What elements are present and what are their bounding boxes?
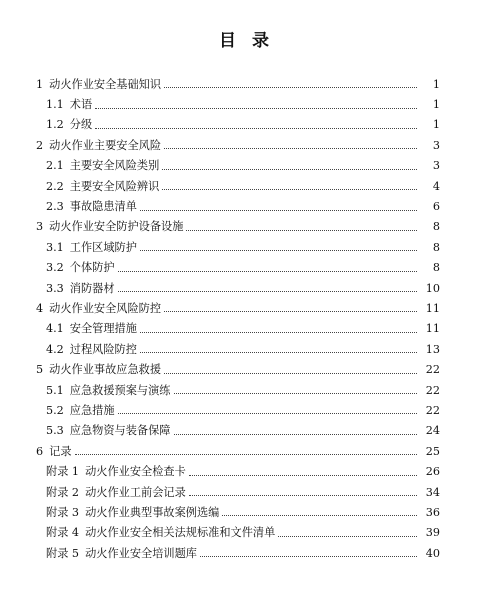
toc-page-number: 11 (425, 301, 440, 315)
toc-entry[interactable] (0, 94, 493, 114)
toc-entry-number: 5.1 (46, 383, 64, 397)
toc-entry[interactable] (0, 115, 493, 135)
toc-dot-leader (164, 302, 417, 312)
toc-page-number: 3 (432, 159, 440, 173)
toc-entry[interactable] (0, 319, 493, 339)
toc-entry-number: 2 (36, 138, 44, 152)
toc-entry-title: 动火作业安全相关法规标准和文件清单 (85, 526, 276, 540)
toc-entry-number: 2.1 (46, 159, 64, 173)
toc-entry[interactable] (0, 135, 493, 155)
toc-entry-number: 3 (36, 220, 44, 234)
toc-entry-number: 4.1 (46, 322, 64, 336)
toc-entry-number: 4.2 (46, 342, 64, 356)
toc-dot-leader (278, 527, 417, 537)
toc-entry-title: 动火作业安全培训题库 (85, 546, 197, 560)
toc-dot-leader (174, 425, 418, 435)
toc-entry[interactable] (0, 217, 493, 237)
toc-entry-number: 1 (36, 77, 44, 91)
toc-entry-number: 3.3 (46, 281, 64, 295)
toc-dot-leader (140, 343, 417, 353)
toc-entry-number: 附录 4 (46, 526, 80, 540)
toc-page-number: 22 (425, 383, 440, 397)
toc-entry[interactable] (0, 461, 493, 481)
toc-entry-number: 3.2 (46, 261, 64, 275)
toc-entry-number: 附录 3 (46, 505, 80, 519)
toc-entry-title: 应急救援预案与演练 (69, 383, 171, 397)
toc-dot-leader (162, 160, 417, 170)
toc-entry-title: 消防器材 (69, 281, 115, 295)
toc-entry[interactable] (0, 441, 493, 461)
toc-page-number: 34 (425, 485, 440, 499)
toc-dot-leader (140, 241, 417, 251)
toc-entry-number: 2.3 (46, 200, 64, 214)
toc-entry-number: 3.1 (46, 240, 64, 254)
table-of-contents (0, 74, 493, 563)
toc-dot-leader (118, 404, 417, 414)
toc-page-number: 1 (432, 77, 440, 91)
toc-dot-leader (95, 119, 417, 129)
toc-page-number: 3 (432, 138, 440, 152)
toc-entry-title: 工作区域防护 (69, 240, 137, 254)
toc-page-number: 26 (425, 465, 440, 479)
toc-entry-title: 过程风险防控 (69, 342, 137, 356)
toc-page-number: 8 (432, 240, 440, 254)
toc-entry-number: 5 (36, 363, 44, 377)
toc-dot-leader (75, 445, 417, 455)
toc-entry-title: 应急措施 (69, 403, 115, 417)
toc-entry[interactable] (0, 482, 493, 502)
toc-entry-number: 1.2 (46, 118, 64, 132)
toc-entry[interactable] (0, 523, 493, 543)
toc-page-number: 13 (425, 342, 440, 356)
toc-dot-leader (186, 221, 417, 231)
toc-entry-title: 动火作业安全风险防控 (49, 301, 162, 315)
toc-entry-title: 动火作业安全基础知识 (49, 77, 162, 91)
toc-entry-title: 术语 (69, 98, 93, 112)
toc-dot-leader (200, 547, 417, 557)
toc-dot-leader (140, 201, 417, 211)
toc-page-number: 24 (425, 424, 440, 438)
toc-dot-leader (189, 486, 417, 496)
toc-page-number: 8 (432, 220, 440, 234)
toc-entry-title: 动火作业事故应急救援 (49, 363, 162, 377)
toc-entry-title: 安全管理措施 (69, 322, 137, 336)
toc-entry-number: 6 (36, 444, 44, 458)
toc-entry-title: 应急物资与装备保障 (69, 424, 171, 438)
page-title: 目 录 (219, 31, 274, 51)
toc-entry[interactable] (0, 543, 493, 563)
toc-page-number: 22 (425, 363, 440, 377)
toc-entry-title: 主要安全风险辨识 (69, 179, 160, 193)
toc-entry-number: 附录 2 (46, 485, 80, 499)
toc-page-number: 4 (432, 179, 440, 193)
toc-dot-leader (164, 139, 417, 149)
toc-entry-title: 动火作业安全防护设备设施 (49, 220, 184, 234)
toc-entry-title: 动火作业典型事故案例选编 (85, 505, 220, 519)
toc-entry[interactable] (0, 359, 493, 379)
toc-dot-leader (189, 466, 417, 476)
toc-entry-number: 4 (36, 301, 44, 315)
toc-entry[interactable] (0, 400, 493, 420)
toc-entry[interactable] (0, 380, 493, 400)
toc-entry-title: 记录 (49, 444, 72, 458)
toc-entry-number: 附录 5 (46, 546, 80, 560)
toc-dot-leader (95, 99, 417, 109)
toc-entry-title: 动火作业主要安全风险 (49, 138, 162, 152)
toc-page-number: 1 (432, 118, 440, 132)
toc-page-number: 10 (425, 281, 440, 295)
toc-entry[interactable] (0, 421, 493, 441)
toc-entry[interactable] (0, 258, 493, 278)
toc-entry[interactable] (0, 176, 493, 196)
toc-entry-title: 个体防护 (69, 261, 115, 275)
toc-entry-number: 2.2 (46, 179, 64, 193)
toc-entry-number: 1.1 (46, 98, 64, 112)
toc-entry[interactable] (0, 278, 493, 298)
toc-page-number: 25 (425, 444, 440, 458)
toc-dot-leader (118, 282, 417, 292)
toc-page-number: 36 (425, 505, 440, 519)
toc-entry-number: 5.2 (46, 403, 64, 417)
toc-page-number: 8 (432, 261, 440, 275)
toc-entry[interactable] (0, 298, 493, 318)
toc-dot-leader (222, 506, 417, 516)
toc-entry[interactable] (0, 156, 493, 176)
toc-dot-leader (174, 384, 418, 394)
toc-page-number: 22 (425, 403, 440, 417)
toc-entry[interactable] (0, 502, 493, 522)
toc-page-number: 1 (432, 98, 440, 112)
toc-entry-title: 主要安全风险类别 (69, 159, 160, 173)
toc-entry-title: 动火作业工前会记录 (85, 485, 186, 499)
toc-entry[interactable] (0, 196, 493, 216)
toc-dot-leader (164, 364, 417, 374)
toc-dot-leader (140, 323, 417, 333)
toc-dot-leader (164, 78, 417, 88)
toc-page-number: 40 (425, 546, 440, 560)
toc-entry-title: 分级 (69, 118, 93, 132)
toc-page-number: 11 (425, 322, 440, 336)
toc-dot-leader (118, 262, 417, 272)
toc-entry[interactable] (0, 74, 493, 94)
toc-entry-number: 附录 1 (46, 465, 80, 479)
toc-entry[interactable] (0, 339, 493, 359)
toc-entry-title: 动火作业安全检查卡 (85, 465, 186, 479)
toc-page-number: 39 (425, 526, 440, 540)
toc-entry[interactable] (0, 237, 493, 257)
toc-dot-leader (162, 180, 417, 190)
toc-page-number: 6 (432, 200, 440, 214)
toc-entry-title: 事故隐患清单 (69, 200, 137, 214)
toc-entry-number: 5.3 (46, 424, 64, 438)
